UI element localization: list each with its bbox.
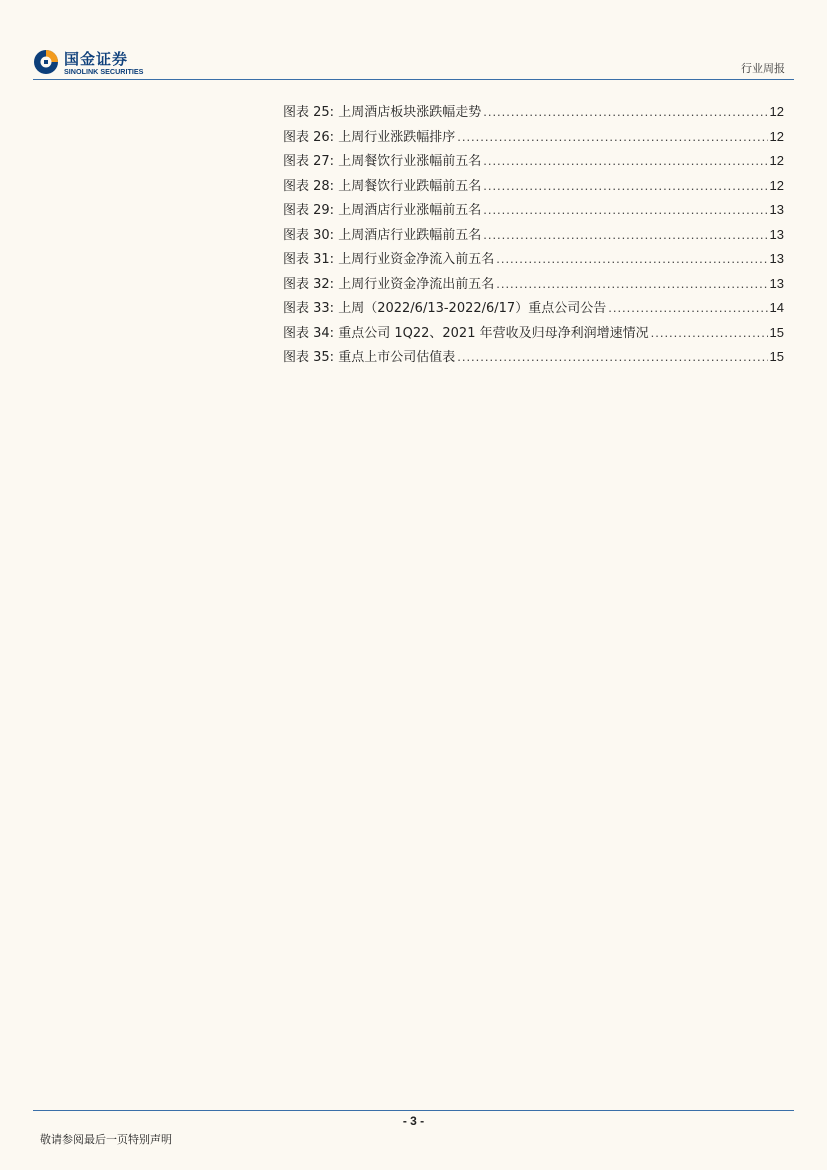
figure-title: 上周餐饮行业涨幅前五名 (338, 154, 482, 169)
figure-number: 图表 34: (283, 325, 335, 341)
toc-entry[interactable] (283, 199, 784, 224)
figure-number: 图表 26: (283, 129, 335, 145)
toc-entry-label (283, 150, 481, 169)
figure-number: 图表 28: (283, 178, 335, 194)
logo-chinese-name: 国金证券 (64, 50, 129, 68)
toc-entry-label (283, 248, 494, 267)
dot-leader (608, 300, 767, 315)
dot-leader (651, 325, 768, 340)
page-reference: 12 (769, 177, 784, 193)
page-number: - 3 - (402, 1114, 425, 1128)
figure-number: 图表 30: (283, 227, 335, 243)
dot-leader (496, 251, 767, 266)
toc-entry-label (283, 175, 481, 194)
toc-entry-label (283, 199, 481, 218)
figure-index-list (283, 101, 784, 371)
figure-title: 上周酒店行业涨幅前五名 (338, 203, 482, 218)
page-reference: 13 (769, 202, 784, 217)
dot-leader (483, 153, 767, 168)
figure-number: 图表 32: (283, 276, 335, 292)
page-reference: 13 (769, 226, 784, 242)
figure-title: 上周（2022/6/13-2022/6/17）重点公司公告 (338, 301, 607, 316)
dot-leader (483, 104, 767, 119)
page-reference: 15 (769, 324, 784, 340)
figure-title: 上周行业涨跌幅排序 (338, 129, 456, 145)
toc-entry[interactable] (283, 126, 784, 151)
figure-title: 重点上市公司估值表 (338, 350, 456, 365)
toc-entry-label (283, 224, 481, 243)
dot-leader (457, 129, 767, 144)
company-logo (33, 47, 153, 79)
toc-entry-label (283, 322, 649, 341)
report-type-label: 行业周报 (741, 62, 785, 75)
toc-entry-label (283, 126, 455, 145)
dot-leader (483, 178, 767, 193)
toc-entry[interactable] (283, 224, 784, 249)
figure-title: 上周行业资金净流入前五名 (338, 252, 495, 267)
figure-title: 上周行业资金净流出前五名 (338, 276, 495, 292)
logo-english-name: SINOLINK SECURITIES (64, 67, 144, 76)
footer-divider (33, 1110, 794, 1111)
figure-number: 图表 33: (283, 301, 335, 316)
figure-number: 图表 29: (283, 203, 335, 218)
toc-entry[interactable] (283, 248, 784, 273)
toc-entry[interactable] (283, 297, 784, 322)
toc-entry[interactable] (283, 346, 784, 371)
toc-entry-label (283, 101, 481, 120)
page-header (0, 0, 827, 80)
page-reference: 12 (769, 153, 784, 168)
figure-title: 重点公司 1Q22、2021 年营收及归母净利润增速情况 (338, 325, 649, 341)
toc-entry[interactable] (283, 322, 784, 347)
figure-number: 图表 31: (283, 252, 335, 267)
toc-entry-label (283, 297, 606, 316)
figure-title: 上周酒店板块涨跌幅走势 (338, 105, 482, 120)
dot-leader (483, 202, 767, 217)
toc-entry[interactable] (283, 101, 784, 126)
toc-entry[interactable] (283, 273, 784, 298)
dot-leader (483, 227, 767, 242)
page-reference: 13 (769, 275, 784, 291)
figure-number: 图表 27: (283, 154, 335, 169)
page-reference: 12 (769, 128, 784, 144)
dot-leader (457, 349, 767, 364)
dot-leader (496, 276, 767, 291)
figure-title: 上周酒店行业跌幅前五名 (338, 227, 482, 243)
toc-entry[interactable] (283, 150, 784, 175)
header-divider (33, 79, 794, 80)
toc-entry-label (283, 346, 455, 365)
page-reference: 15 (769, 349, 784, 364)
figure-number: 图表 25: (283, 105, 335, 120)
disclaimer-note: 敬请参阅最后一页特别声明 (40, 1133, 172, 1146)
toc-entry-label (283, 273, 494, 292)
page-reference: 13 (769, 251, 784, 266)
page-reference: 14 (769, 300, 784, 315)
sinolink-logo-icon (33, 49, 59, 75)
figure-number: 图表 35: (283, 350, 335, 365)
page-reference: 12 (769, 104, 784, 119)
figure-title: 上周餐饮行业跌幅前五名 (338, 178, 482, 194)
toc-entry[interactable] (283, 175, 784, 200)
